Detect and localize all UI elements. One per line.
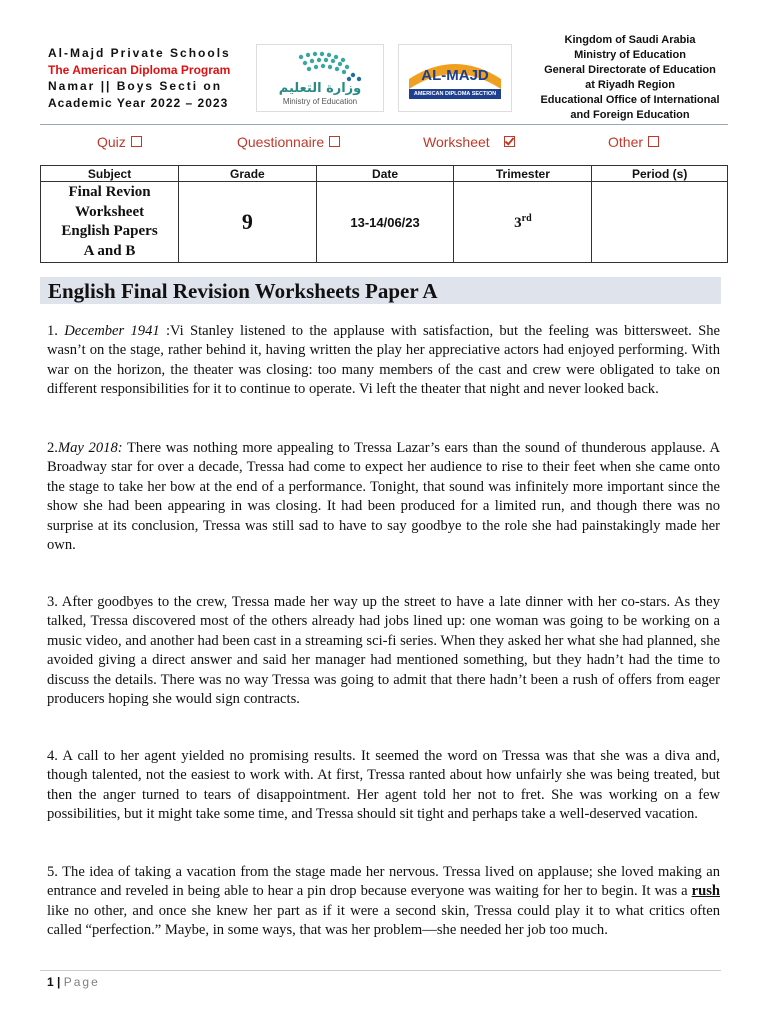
section-name: Namar || Boys Secti on bbox=[48, 79, 223, 93]
subject-line: Worksheet bbox=[74, 203, 145, 220]
al-majd-logo bbox=[398, 44, 512, 112]
type-quiz bbox=[97, 134, 142, 150]
info-table-value-row bbox=[41, 182, 728, 263]
quiz-checkbox[interactable] bbox=[131, 136, 142, 147]
ministry-logo-english: Ministry of Education bbox=[282, 97, 358, 106]
footer-separator: | bbox=[57, 975, 61, 989]
type-questionnaire bbox=[237, 134, 340, 150]
header-subject: Subject bbox=[41, 166, 179, 182]
school-name: Al-Majd Private Schools bbox=[48, 46, 231, 60]
al-majd-logo-text: AL-MAJD bbox=[421, 67, 489, 84]
ministry-info bbox=[530, 33, 730, 123]
page-title: English Final Revision Worksheets Paper A bbox=[48, 279, 438, 303]
paragraph-2-number: 2. bbox=[47, 440, 58, 456]
trimester-number: 3 bbox=[514, 214, 522, 231]
ministry-line: General Directorate of Education bbox=[544, 64, 716, 76]
paragraph-4: 4. A call to her agent yielded no promising results. It seemed the word on Tressa was that she was a diva and, though talented, not the easiest to work with. At first, Tressa ranted about how unfairly she was being treated, but then the anger turned to tears of disappointment. Her agent told her not to fret. She was working on a few possibilities, but it might take some time, and Tressa should sit tight and perhaps take a well-deserved vacation. bbox=[47, 748, 720, 823]
worksheet-checkbox-checked[interactable] bbox=[504, 136, 515, 147]
questionnaire-checkbox[interactable] bbox=[329, 136, 340, 147]
ministry-line: and Foreign Education bbox=[570, 109, 690, 121]
ministry-logo-arabic: وزارة التعليم bbox=[278, 81, 362, 96]
page-footer bbox=[47, 975, 100, 989]
subject-line: Final Revion bbox=[68, 184, 151, 200]
header-divider bbox=[40, 124, 728, 125]
header-period: Period (s) bbox=[592, 166, 728, 182]
paragraph-1-date: December 1941 bbox=[64, 323, 160, 339]
paragraph-5-text-start: 5. The idea of taking a vacation from the stage made her nervous. Tressa lived on applause; she loved making an entrance and reveled in being able to hear a pin drop because everyone was waiting for her to begin. It was a bbox=[47, 864, 720, 900]
underlined-word: rush bbox=[691, 883, 720, 900]
paragraph-5 bbox=[47, 863, 720, 941]
type-questionnaire-label: Questionnaire bbox=[237, 134, 325, 150]
ministry-line: Kingdom of Saudi Arabia bbox=[564, 34, 696, 46]
header-trimester: Trimester bbox=[454, 166, 592, 182]
paragraph-5-text-end: like no other, and once she knew her part as if it were a second skin, Tressa could play it to what critics often called “perfection.” Maybe, in some ways, that was her problem—she needed her job too much. bbox=[47, 902, 720, 939]
program-name: The American Diploma Program bbox=[48, 62, 231, 77]
subject-line: English Papers bbox=[61, 223, 158, 239]
ministry-of-education-logo bbox=[256, 44, 384, 112]
type-quiz-label: Quiz bbox=[97, 134, 126, 150]
paragraph-2 bbox=[47, 439, 720, 555]
type-other-label: Other bbox=[608, 134, 644, 150]
type-other bbox=[608, 134, 659, 150]
ministry-line: at Riyadh Region bbox=[585, 79, 675, 91]
paragraph-2-text: There was nothing more appealing to Tressa Lazar’s ears than the sound of thunderous applause. A Broadway star for over a decade, Tressa had come to expect her audience to rise to their feet when she came onto the stage to take her bow at the end of a performance. Tonight, that sound was infinitely more important since the show she had been appearing in was closing. It had been produced for a limited run, and though there was no surprise at its conclusion, Tressa was still sad to have to say goodbye to the role she had painstakingly made her own. bbox=[47, 440, 720, 554]
paragraph-1 bbox=[47, 322, 720, 400]
worksheet-info-table bbox=[40, 165, 728, 263]
type-worksheet-label: Worksheet bbox=[423, 134, 490, 150]
ministry-line: Ministry of Education bbox=[574, 49, 686, 61]
school-info bbox=[48, 45, 248, 111]
header-date: Date bbox=[316, 166, 454, 182]
paragraph-2-date: May 2018: bbox=[57, 440, 123, 456]
subject-line: A and B bbox=[83, 242, 136, 259]
subject-cell bbox=[41, 182, 179, 263]
type-worksheet bbox=[423, 134, 515, 150]
page-number: 1 bbox=[47, 975, 54, 989]
header-grade: Grade bbox=[179, 166, 317, 182]
date-value: 13-14/06/23 bbox=[316, 182, 454, 263]
paragraph-1-text: :Vi Stanley listened to the applause with satisfaction, but the feeling was bittersweet. She wasn’t on the stage, rather behind it, having written the play her appreciative actors had enjoyed performing. With war on the horizon, the theater was closing: too many members of the cast and crew were obligated to take on different responsibilities for it to continue to operate. Vi left the theater that night and never looked back. bbox=[47, 323, 721, 398]
academic-year: Academic Year 2022 – 2023 bbox=[48, 95, 229, 110]
info-table-header-row bbox=[41, 166, 728, 182]
grade-value: 9 bbox=[179, 182, 317, 263]
trimester-suffix: rd bbox=[521, 212, 532, 224]
paragraph-3: 3. After goodbyes to the crew, Tressa made her way up the street to have a late dinner with her co-stars. As they talked, Tressa discovered most of the others already had jobs lined up: one woman was going to be working on a music video, and another had been cast in a streaming sci-fi series. When they asked her what she had planned, she avoided giving a direct answer and said her manager had mentioned something, but they hadn’t had the time to discuss the details. There was no way Tressa was going to admit that there hadn’t been a rush of offers from eager producers hoping she would sign contracts. bbox=[47, 594, 720, 708]
page-label: Page bbox=[63, 975, 100, 989]
ministry-line: Educational Office of International bbox=[540, 94, 720, 106]
period-value bbox=[592, 182, 728, 263]
footer-divider bbox=[40, 970, 721, 971]
paragraph-1-number: 1. bbox=[47, 323, 65, 339]
trimester-value bbox=[454, 182, 592, 263]
al-majd-logo-subtext: AMERICAN DIPLOMA SECTION bbox=[413, 91, 497, 97]
other-checkbox[interactable] bbox=[648, 136, 659, 147]
